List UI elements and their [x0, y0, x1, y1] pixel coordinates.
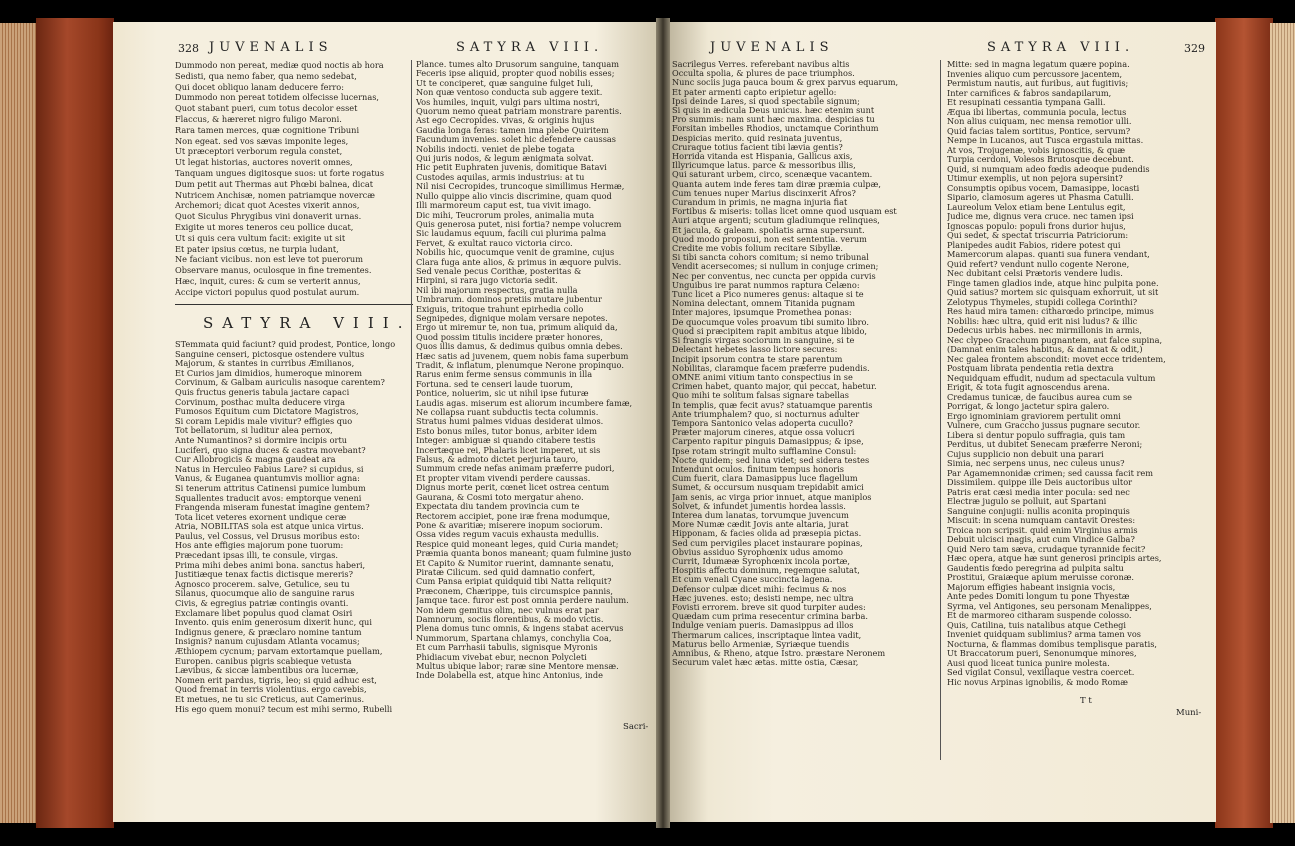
- text-line: Umbrarum. dominos pretiis mutare jubentur: [416, 295, 602, 305]
- text-line: Nobilis: hæc ultra, quid erit nisi ludus? & illic: [947, 316, 1138, 326]
- text-line: Incertæque rei, Phalaris licet imperet, ut sis: [416, 445, 601, 455]
- text-line: Qui docet obliquo lanam deducere ferro:: [175, 81, 344, 92]
- text-line: Illyricumque latus. parce & messoribus illis,: [672, 161, 856, 171]
- text-line: Et cum venali Cyane succincta lagena.: [672, 575, 833, 585]
- text-line: Turpia cerdoni, Volesos Brutosque decebunt.: [947, 155, 1134, 164]
- text-line: Fortibus & miseris: tollas licet omne quod usquam est: [672, 207, 897, 217]
- text-line: Piratæ Cilicum. sed quid damnatio confert,: [416, 567, 596, 577]
- text-line: Præconem, Chærippe, tuis circumspice pannis,: [416, 586, 613, 596]
- text-line: Majorum effigies habeant insignia vocis,: [947, 582, 1116, 592]
- text-line: Vanus, & Euganea quantumvis mollior agna:: [175, 474, 360, 484]
- text-line: Sed vigilat Consul, vexillaque vestra coercet.: [947, 668, 1135, 677]
- text-line: More Numæ cædit Jovis ante altaria, jurat: [672, 520, 849, 530]
- page-number: 329: [1184, 42, 1205, 55]
- text-line: Rectorem accipiet, pone iræ frena modumque,: [416, 511, 611, 521]
- text-line: Zelotypus Thymeles, stupidi collega Corinthi?: [947, 297, 1138, 307]
- text-line: Intendunt oculos. finitum tempus honoris: [672, 464, 844, 474]
- text-line: Cujus supplicio non debuit una parari: [947, 449, 1104, 459]
- text-line: Sumet, & occursum nusquam trepidabit amici: [672, 483, 864, 493]
- text-line: Ante Numantinos? si dormire incipis ortu: [175, 435, 348, 445]
- text-line: Exiguis, tritoque trahunt epirhedia collo: [416, 304, 584, 314]
- text-line: Sanguine censeri, pictosque ostendere vultus: [175, 349, 365, 359]
- text-line: Tanquam ungues digitosque suos: ut forte rogatus: [175, 167, 385, 178]
- text-line: Ast ego Cecropides. vivas, & originis hujus: [416, 116, 595, 126]
- text-line: Illi marmoreum caput est, tua vivit imago.: [416, 201, 592, 211]
- catchword: Muni-: [1176, 708, 1202, 718]
- text-line: Nomina delectant, omnem Titanida pugnam: [672, 299, 856, 309]
- text-line: Nec clypeo Gracchum pugnantem, aut falce supina,: [947, 335, 1163, 345]
- text-line: Jam senis, ac virga prior innuet, atque maniplos: [672, 492, 872, 502]
- text-line: Res haud mira tamen: citharœdo principe, mimus: [947, 307, 1154, 316]
- text-line: Æthiopem cycnum; parvam extortamque puellam,: [175, 647, 383, 656]
- text-line: Cur Allobrogicis & magna gaudeat ara: [175, 455, 336, 465]
- text-line: Nocturna, & flammas domibus templisque paratis,: [947, 639, 1158, 649]
- text-line: Patris erat cæsi media inter pocula: sed nec: [947, 487, 1130, 497]
- text-line: Exigite ut mores teneros ceu pollice ducat,: [175, 221, 354, 232]
- text-line: Plance. tumes alto Drusorum sanguine, tanquam: [416, 60, 620, 69]
- column-left-bottom: [175, 340, 415, 714]
- text-line: Tunc licet a Pico numeres genus: altaque si te: [672, 290, 864, 300]
- text-line: At vos, Trojugenæ, vobis ignoscitis, & quæ: [947, 145, 1126, 155]
- open-book: [0, 18, 1295, 836]
- text-line: Frangenda miseram funestat imagine gentem?: [175, 503, 370, 513]
- text-line: Lævibus, & siccæ lambentibus ora lucernæ,: [175, 666, 359, 676]
- text-line: Forsitan imbelles Rhodios, unctamque Corinthum: [672, 124, 879, 134]
- text-line: Stratus humi palmes viduas desiderat ulmos.: [416, 417, 604, 427]
- text-line: Porrigat, & longo jactetur spira galero.: [947, 402, 1110, 411]
- column-right: [947, 60, 1203, 687]
- text-line: Gaurana, & Cosmi toto mergatur aheno.: [416, 492, 584, 502]
- text-line: Quis, Catilina, tuis natalibus atque Cethegi: [947, 620, 1127, 630]
- text-line: OMNE animi vitium tanto conspectius in se: [672, 372, 853, 382]
- text-line: Permistum nautis, aut furibus, aut fugitivis;: [947, 79, 1129, 88]
- text-line: Sed venale pecus Corithæ, posteritas &: [416, 266, 582, 276]
- text-line: Inter carnifices & fabros sandapilarum,: [947, 88, 1112, 98]
- text-line: Nobilitas, claramque facem præferre pudendis.: [672, 363, 870, 373]
- text-line: Ut si quis cera vultum facit: exigite ut sit: [175, 232, 346, 243]
- text-line: Insignis? nanum cujusdam Atlanta vocamus;: [175, 637, 360, 647]
- text-line: Segnipedes, dignique molam versare nepotes.: [416, 313, 608, 323]
- text-line: His ego quem monui? tecum est mihi sermo, Rubelli: [175, 704, 393, 714]
- text-line: Delectant hebetes lasso lictore secures:: [672, 345, 838, 355]
- text-line: Carpento rapitur pinguis Damasippus; & ipse,: [672, 437, 864, 447]
- text-line: Et pater ipsius cœtus, ne turpia ludant,: [175, 243, 339, 254]
- right-page: [664, 22, 1216, 822]
- text-line: Despicias merito. quid resinata juventus,: [672, 133, 843, 143]
- text-line: Indignus genere, & præclaro nomine tantum: [175, 627, 362, 637]
- text-line: Si quis in ædicula Deus unicus. hæc etenim sunt: [672, 106, 875, 116]
- text-line: STemmata quid faciunt? quid prodest, Pontice, longo: [175, 340, 396, 349]
- text-line: Invenies aliquo cum percussore jacentem,: [947, 69, 1123, 79]
- text-line: Et pater armenti capto eripietur agello:: [672, 87, 837, 97]
- text-line: Nec galea frontem abscondit: movet ecce tridentem,: [947, 354, 1166, 364]
- text-line: Fovisti errorem. breve sit quod turpiter audes:: [672, 602, 866, 612]
- cover-left: [36, 18, 114, 828]
- text-line: Finge tamen gladios inde, atque hinc pulpita pone.: [947, 278, 1159, 288]
- text-line: Quid Nero tam sæva, crudaque tyrannide fecit?: [947, 544, 1146, 554]
- text-line: Tempora Santonico velas adoperta cucullo?: [672, 418, 853, 428]
- text-line: Quædam cum prima resecentur crimina barba.: [672, 612, 869, 622]
- text-line: Crimen habet, quanto major, qui peccat, habetur.: [672, 382, 877, 392]
- text-line: Solvet, & infundet jumentis hordea lassis.: [672, 501, 846, 511]
- text-line: Currit, Idumææ Syrophœnix incola portæ,: [672, 556, 850, 566]
- text-line: Et resupinati cessantia tympana Galli.: [947, 98, 1106, 107]
- text-line: Hic novus Arpinas ignobilis, & modo Romæ: [947, 677, 1128, 687]
- text-line: Et jacula, & galeam. spoliatis arma supersunt.: [672, 225, 865, 235]
- text-line: Ut legat historias, auctores noverit omnes,: [175, 157, 353, 168]
- text-line: Maturus bello Armeniæ, Syriæque tuendis: [672, 639, 850, 649]
- text-line: Libera si dentur populo suffragia, quis tam: [947, 430, 1126, 440]
- text-line: Ipsi deinde Lares, si quod spectabile signum;: [672, 96, 860, 106]
- text-line: Mamercorum alapas. quanti sua funera vendant,: [947, 250, 1150, 259]
- text-line: Agnosco procerem. salve, Getulice, seu tu: [175, 579, 350, 589]
- text-line: Accipe victori populus quod postulat aurum.: [175, 286, 360, 297]
- text-line: Corvinum, & Galbam auriculis nasoque carentem?: [175, 378, 385, 388]
- text-line: Quod fremat in terris violentius. ergo cavebis,: [175, 685, 367, 695]
- text-line: Defensor culpæ dicet mihi: fecimus & nos: [672, 584, 847, 594]
- text-line: Fortuna. sed te censeri laude tuorum,: [416, 379, 574, 389]
- text-line: Quanta autem inde feres tam diræ præmia culpæ,: [672, 179, 881, 189]
- running-head-right: SATYRA VIII.: [456, 40, 604, 55]
- text-line: Nocte quidem; sed luna videt; sed sidera testes: [672, 455, 870, 465]
- text-line: Ergo ignominiam graviorem pertulit omni: [947, 411, 1121, 421]
- text-line: Cruraque totius facient tibi lævia gentis?: [672, 142, 843, 152]
- text-line: Et metues, ne tu sic Creticus, aut Camerinus.: [175, 694, 365, 704]
- text-line: Et Capito & Numitor ruerint, damnante senatu,: [416, 558, 614, 568]
- text-line: Ante triumphalem? quo, si nocturnus adulter: [672, 409, 860, 419]
- text-line: Æqua ibi libertas, communia pocula, lectus: [947, 107, 1127, 117]
- text-line: Non quæ ventoso conducta sub aggere texit.: [416, 88, 603, 98]
- text-line: Esto bonus miles, tutor bonus, arbiter idem: [416, 426, 597, 436]
- text-line: Sed cum pervigiles placet instaurare popinas,: [672, 538, 863, 548]
- text-line: Ut Braccatorum pueri, Senonumque minores,: [947, 649, 1137, 658]
- text-line: Natus in Herculeo Fabius Lare? si cupidus, si: [175, 464, 364, 474]
- text-line: Amnibus, & Rheno, atque Istro. præstare Neronem: [672, 649, 886, 658]
- text-line: In templis, quæ fecit avus? statuamque parentis: [672, 400, 873, 410]
- text-line: Miscuit: in scena numquam cantavit Orestes:: [947, 516, 1136, 525]
- text-line: Utimur exemplis, ut non pejora supersint?: [947, 174, 1123, 183]
- text-line: Si tibi sancta cohors comitum; si nemo tribunal: [672, 253, 869, 263]
- text-line: Nunc sociis juga pauca boum & grex parvus equarum,: [672, 78, 899, 88]
- page-number: 328: [178, 42, 199, 55]
- text-line: Falsus, & admoto dictet perjuria tauro,: [416, 455, 579, 465]
- text-line: Damnorum, sociis florentibus, & modo victis.: [416, 614, 604, 624]
- text-line: Præter majorum cineres, atque ossa volucri: [672, 428, 855, 438]
- text-line: Nec per conventus, nec cuncta per oppida curvis: [672, 271, 876, 281]
- running-head-left: JUVENALIS: [710, 40, 834, 55]
- text-line: Vos humiles, inquit, vulgi pars ultima nostri,: [416, 97, 600, 107]
- text-line: Occulta spolia, & plures de pace triumphos.: [672, 69, 855, 79]
- text-line: Et cum Parrhasii tabulis, signisque Myronis: [416, 643, 598, 653]
- text-line: Rara tamen merces, quæ cognitione Tribuni: [175, 124, 360, 135]
- signature-mark: T t: [1080, 696, 1092, 706]
- text-line: Præcedant ipsas illi, te consule, virgas.: [175, 551, 339, 561]
- text-line: Postquam librata pendentia retia dextra: [947, 364, 1114, 373]
- text-line: Sacrilegus Verres. referebant navibus altis: [672, 60, 850, 69]
- text-line: Dissimilem. quippe ille Deis auctoribus ultor: [947, 478, 1133, 487]
- text-line: Inter majores, ipsumque Promethea ponas:: [672, 308, 852, 318]
- text-line: Ipse rotam stringit multo sufflamine Consul:: [672, 446, 857, 456]
- book-gutter: [656, 18, 670, 828]
- text-line: Rarus enim ferme sensus communis in illa: [416, 370, 593, 380]
- text-line: Hos ante effigies majorum pone tuorum:: [175, 541, 344, 551]
- text-line: Securum valet hæc ætas. mitte ostia, Cæsar,: [672, 658, 859, 668]
- text-line: Justitiæque tenax factis dictisque mereris?: [175, 570, 353, 580]
- text-line: Quos illis damus, & dedimus quibus omnia debes.: [416, 342, 623, 352]
- text-line: Non idem gemitus olim, nec vulnus erat par: [416, 605, 599, 615]
- text-line: Jamque tace. furor est post omnia perdere naulum.: [416, 596, 629, 606]
- text-line: De quocumque voles proavum tibi sumito libro.: [672, 317, 869, 327]
- text-line: Quid, si numquam adeo fœdis adeoque pudendis: [947, 164, 1150, 174]
- text-line: Quid satius? mortem sic quisquam exhorruit, ut sit: [947, 288, 1159, 297]
- cover-right: [1215, 18, 1273, 828]
- column-divider: [940, 60, 941, 760]
- text-line: Quo mihi te solitum falsas signare tabellas: [672, 391, 850, 401]
- text-line: Curandum in primis, ne magna injuria fiat: [672, 198, 848, 208]
- text-line: Gaudentis fœdo peregrina ad pulpita saltu: [947, 563, 1124, 573]
- text-line: Observare manus, oculosque in fine trementes.: [175, 265, 372, 276]
- running-head-right: SATYRA VIII.: [987, 40, 1135, 55]
- text-line: Nullo quippe alio vincis discrimine, quam quod: [416, 191, 612, 201]
- text-line: Judice me, dignus vera cruce. nec tamen ipsi: [947, 212, 1134, 221]
- text-line: Qui saturant urbem, circo, scenæque vacantem.: [672, 170, 873, 180]
- text-line: Sipario, clamosum ageres ut Phasma Catulli.: [947, 193, 1134, 202]
- text-line: Prostitui, Graiæque apium meruisse coronæ.: [947, 573, 1135, 582]
- text-line: Nil nisi Cecropides, truncoque simillimus Hermæ,: [416, 182, 625, 192]
- text-line: Consumptis opibus vocem, Damasippe, locasti: [947, 183, 1140, 193]
- text-line: Tota licet veteres exornent undique ceræ: [175, 512, 347, 522]
- text-line: Squallentes traducit avos: emptorque veneni: [175, 493, 362, 503]
- text-line: Inveniet quidquam sublimius? arma tamen vos: [947, 630, 1142, 639]
- text-line: Hospitis affectu dominum, regemque salutat,: [672, 566, 860, 576]
- text-line: Troica non scripsit. quid enim Virginius armis: [947, 525, 1138, 535]
- text-line: Horrida vitanda est Hispania, Gallicus axis,: [672, 152, 853, 162]
- text-line: Planipedes audit Fabios, ridere potest qui: [947, 240, 1121, 250]
- text-line: Sanguine conjugii: nullis aconita propinquis: [947, 506, 1130, 516]
- text-line: Dedecus urbis habes. nec mirmillonis in armis,: [947, 326, 1142, 335]
- text-line: Plena domus tunc omnis, & ingens stabat acervus: [416, 624, 624, 634]
- text-line: Hæc, inquit, cures: & cum se verterit annus,: [175, 275, 361, 286]
- text-line: Sic laudamus equum, facili cui plurima palma: [416, 229, 607, 239]
- text-line: Hirpini, si rara jugo victoria sedit.: [416, 276, 558, 286]
- column-left: [672, 60, 940, 667]
- text-line: Hæc satis ad juvenem, quem nobis fama superbum: [416, 351, 629, 361]
- page-edges-right: [1270, 23, 1295, 823]
- text-line: Unguibus ire parat nummos raptura Celæno:: [672, 280, 860, 290]
- text-line: Ausi quod liceat tunica punire molesta.: [947, 658, 1110, 668]
- text-line: Custodes aquilas, armis industrius: at tu: [416, 172, 585, 182]
- text-line: Sedisti, qua nemo faber, qua nemo sedebat,: [175, 70, 357, 81]
- section-title: SATYRA VIII.: [203, 314, 412, 332]
- text-line: Civis, & egregius patriæ contingis ovanti.: [175, 599, 349, 609]
- page-edges-left: [0, 23, 38, 823]
- text-line: Quid facias talem sortitus, Pontice, servum?: [947, 126, 1131, 136]
- text-line: Interea dum lanatas, torvumque juvencum: [672, 510, 849, 520]
- running-head-left: JUVENALIS: [209, 40, 333, 55]
- text-line: Et de marmoreo citharam suspende colosso.: [947, 611, 1132, 620]
- text-line: Dic mihi, Teucrorum proles, animalia muta: [416, 210, 595, 220]
- text-line: Mitte: sed in magna legatum quære popina.: [947, 60, 1130, 69]
- text-line: Cum Pansa eripiat quidquid tibi Natta reliquit?: [416, 577, 612, 587]
- text-line: Electræ jugulo se polluit, aut Spartani: [947, 497, 1107, 506]
- text-line: Clara fuga ante alios, & primus in æquore pulvis.: [416, 257, 622, 267]
- text-line: Dum petit aut Thermas aut Phœbi balnea, dicat: [175, 178, 374, 189]
- text-line: (Damnat enim tales habitus, & damnat & odit,): [947, 345, 1143, 354]
- text-line: Quot stabant pueri, cum totus decolor esset: [175, 103, 358, 114]
- text-line: Paulus, vel Cossus, vel Drusus moribus esto:: [175, 531, 360, 541]
- text-line: Nec dubitant celsi Prætoris vendere ludis.: [947, 269, 1123, 278]
- text-line: Nequidquam effudit, nudum ad spectacula vultum: [947, 373, 1156, 383]
- column-left-top: [175, 60, 415, 298]
- text-line: Nobilis indocti. veniet de plebe togata: [416, 144, 575, 154]
- text-line: Credamus tunicæ, de faucibus aurea cum se: [947, 392, 1132, 402]
- text-line: Par Agamemnonidæ crimen; sed caussa facit rem: [947, 468, 1153, 478]
- text-line: Qui sedet, & spectat triscurria Patriciorum:: [947, 231, 1129, 240]
- text-line: Quod si præcipitem rapit ambitus atque libido,: [672, 326, 868, 336]
- text-line: Si tenerum attritus Catinensi pumice lumbum: [175, 483, 366, 493]
- text-line: Luciferi, quo signa duces & castra movebant?: [175, 445, 366, 455]
- text-line: Qui juris nodos, & legum ænigmata solvat.: [416, 154, 594, 164]
- text-line: Non egeat. sed vos sævas imponite leges,: [175, 135, 349, 146]
- text-line: Hic petit Euphraten juvenis, domitique Batavi: [416, 163, 607, 173]
- text-line: Quis generosa putet, nisi fortia? nempe volucrem: [416, 219, 622, 229]
- text-line: Pontice, noluerim, sic ut nihil ipse futuræ: [416, 389, 589, 399]
- text-line: Ut te conciperet, quæ sanguine fulget Iuli,: [416, 78, 594, 88]
- text-line: Quot Siculus Phrygibus vini donaverit urnas.: [175, 211, 362, 222]
- text-line: Gaudia longa feras: tamen ima plebe Quiritem: [416, 125, 609, 135]
- left-page: [113, 22, 661, 822]
- text-line: Europen. canibus pigris scabieque vetusta: [175, 656, 352, 666]
- text-line: Præmia quanta bonos maneant; quam fulmine justo: [416, 549, 632, 559]
- text-line: Integer: ambiguæ si quando citabere testis: [416, 436, 596, 446]
- text-line: Exclamare libet populus quod clamat Osiri: [175, 608, 353, 618]
- text-line: Indulge veniam pueris. Damasippus ad illos: [672, 621, 854, 631]
- column-right: [416, 60, 646, 681]
- text-line: Quid refert? vendunt nullo cogente Nerone,: [947, 259, 1130, 269]
- text-line: Respice quid moneant leges, quid Curia mandet;: [416, 539, 619, 549]
- text-line: Nobilis hic, quocumque venit de gramine, cujus: [416, 248, 615, 258]
- text-line: Hæc juvenes. esto; desisti nempe, nec ultra: [672, 593, 854, 603]
- text-line: Hæc opera, atque hæ sunt generosi principis artes,: [947, 554, 1162, 563]
- text-line: Feceris ipse aliquid, propter quod nobilis esses;: [416, 69, 615, 79]
- text-line: Summum crede nefas animam præferre pudori,: [416, 464, 615, 474]
- text-line: Erigit, & tota fugit agnoscendus arena.: [947, 383, 1110, 392]
- text-line: Inde Dolabella est, atque hinc Antonius, inde: [416, 671, 603, 681]
- text-line: Et Curios jam dimidios, humeroque minorem: [175, 368, 362, 378]
- text-line: Tot bellatorum, si luditur alea pernox,: [175, 426, 333, 436]
- text-line: Fervet, & exultat rauco victoria circo.: [416, 238, 573, 248]
- text-line: Archemori; dicat quot Acestes vixerit annos,: [175, 200, 360, 211]
- section-rule: [175, 304, 413, 305]
- text-line: Non alius cuiquam, nec mensa remotior ulli.: [947, 117, 1132, 126]
- text-line: Si frangis virgas sociorum in sanguine, si te: [672, 336, 855, 346]
- text-line: Nummorum, Spartana chlamys, conchylia Coa,: [416, 633, 612, 643]
- text-line: Pone & avaritiæ; miserere inopum sociorum.: [416, 520, 603, 530]
- text-line: Tradit, & inflatum, plenumque Nerone propinquo.: [416, 361, 624, 370]
- text-line: Credite me vobis folium recitare Sibyllæ.: [672, 244, 844, 254]
- text-line: Dummodo non pereat totidem olfecisse lucernas,: [175, 92, 380, 103]
- text-line: Ante pedes Domiti longum tu pone Thyestæ: [947, 592, 1130, 601]
- text-line: Dignus morte perit, cœnet licet ostrea centum: [416, 483, 610, 493]
- text-line: Syrma, vel Antigones, seu personam Menalippes,: [947, 601, 1152, 611]
- column-divider: [411, 60, 412, 640]
- text-line: Cum tenues nuper Marius discinxerit Afros?: [672, 188, 856, 198]
- text-line: Facundum invenies. solet hic defendere caussas: [416, 135, 617, 145]
- text-line: Silanus, quocumque alio de sanguine rarus: [175, 589, 355, 599]
- text-line: Ne faciant vicibus. non est leve tot puerorum: [175, 254, 363, 265]
- text-line: Nempe in Lucanos, aut Tusca ergastula mittas.: [947, 136, 1144, 145]
- text-line: Corvinum, posthac multa deducere virga: [175, 397, 345, 407]
- text-line: Quod modo proposui, non est sententia. verum: [672, 234, 867, 244]
- text-line: Quorum nemo queat patriam monstrare parentis.: [416, 107, 622, 117]
- text-line: Dummodo non pereat, mediæ quod noctis ab hora: [175, 60, 384, 70]
- text-line: Laureolum Velox etiam bene Lentulus egit,: [947, 202, 1126, 212]
- text-line: Vulnere, cum Graccho jussus pugnare secutor.: [947, 421, 1141, 430]
- text-line: Nil ibi majorum respectus, gratia nulla: [416, 285, 578, 295]
- text-line: Obvius assiduo Syrophœnix udus amomo: [672, 547, 843, 557]
- text-line: Hipponam, & facies olida ad præsepia pictas.: [672, 529, 862, 539]
- text-line: Quod possim titulis incidere præter honores,: [416, 332, 603, 342]
- text-line: Ne collapsa ruant subductis tecta columnis.: [416, 408, 599, 418]
- text-line: Ossa vides regum vacuis exhausta medullis.: [416, 530, 599, 540]
- text-line: Multus ubique labor; raræ sine Mentore mensæ.: [416, 662, 619, 671]
- text-line: Et propter vitam vivendi perdere caussas.: [416, 473, 591, 483]
- text-line: Ignoscas populo: populi frons durior hujus,: [947, 221, 1126, 231]
- text-line: Pro summis: nam sunt hæc maxima. despicias tu: [672, 115, 875, 125]
- text-line: Fumosos Equitum cum Dictatore Magistros,: [175, 407, 359, 417]
- text-line: Simia, nec serpens unus, nec culeus unus?: [947, 459, 1125, 468]
- text-line: Ut præceptori verborum regula constet,: [175, 146, 343, 157]
- text-line: Prima mihi debes animi bona. sanctus haberi,: [175, 560, 366, 570]
- text-line: Flaccus, & hæreret nigro fuligo Maroni.: [175, 113, 342, 124]
- text-line: Nomen erit pardus, tigris, leo; si quid adhuc est,: [175, 675, 377, 685]
- text-line: Nutricem Anchisæ, nomen patriamque novercæ: [175, 189, 375, 200]
- text-line: Majorum, & stantes in curribus Æmilianos,: [175, 359, 355, 369]
- text-line: Quis fructus generis tabula jactare capaci: [175, 387, 350, 397]
- text-line: Thermarum calices, inscriptaque lintea vadit,: [672, 630, 862, 640]
- text-line: Atria, NOBILITAS sola est atque unica virtus.: [175, 522, 364, 532]
- text-line: Si coram Lepidis male vivitur? effigies quo: [175, 416, 353, 426]
- text-line: Perditus, ut dubitet Senecam præferre Neroni;: [947, 440, 1143, 449]
- text-line: Vendit acersecomes; si nullum in conjuge crimen;: [672, 262, 879, 272]
- text-line: Laudis agas. miserum est aliorum incumbere famæ,: [416, 398, 633, 408]
- text-line: Ergo ut miremur te, non tua, primum aliquid da,: [416, 323, 618, 333]
- catchword: Sacri-: [623, 722, 649, 732]
- text-line: Auri atque argenti; scutum gladiumque relinques,: [672, 216, 880, 226]
- text-line: Invento. quis enim generosum dixerit hunc, qui: [175, 618, 372, 628]
- text-line: Expectata diu tandem provincia cum te: [416, 502, 580, 512]
- text-line: Debuit ulcisci magis, aut cum Vindice Galba?: [947, 535, 1135, 544]
- text-line: Phidiacum vivebat ebur, necnon Polycleti: [416, 652, 587, 662]
- text-line: Cum fuerit, clara Damasippus luce flagellum: [672, 474, 858, 484]
- text-line: Incipit ipsorum contra te stare parentum: [672, 354, 843, 364]
